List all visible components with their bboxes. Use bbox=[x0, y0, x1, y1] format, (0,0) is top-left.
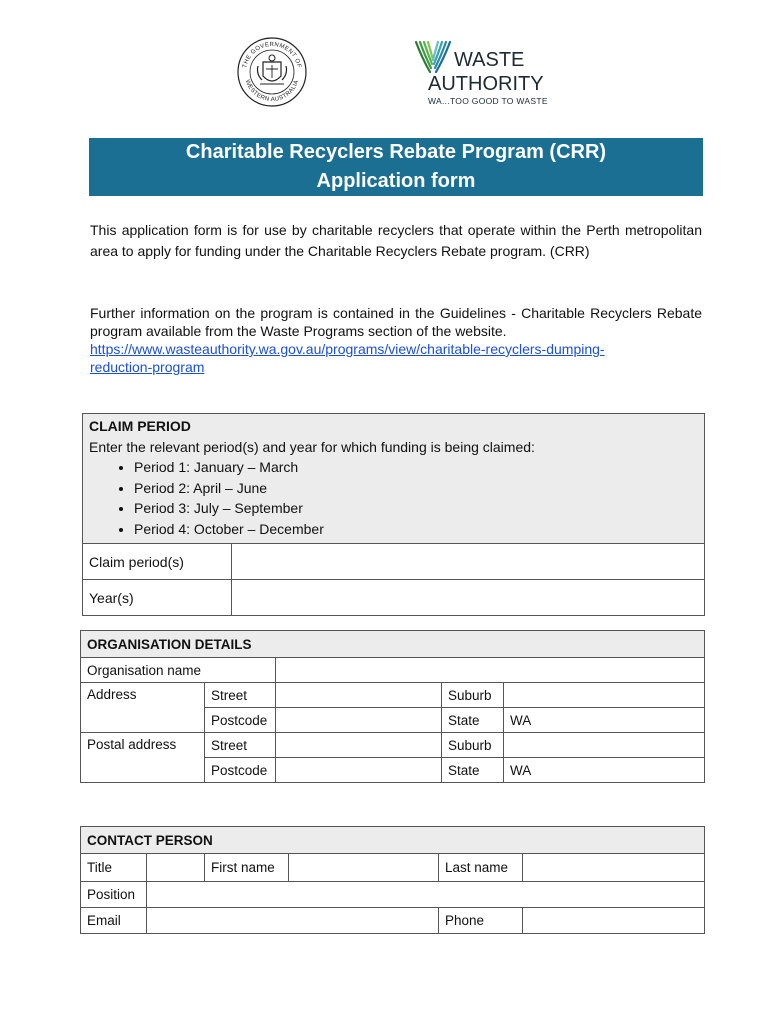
postal-street-label: Street bbox=[205, 733, 276, 758]
year-label: Year(s) bbox=[83, 580, 232, 616]
last-name-label: Last name bbox=[439, 854, 523, 882]
claim-period-input[interactable] bbox=[232, 544, 705, 580]
postal-postcode-label: Postcode bbox=[205, 758, 276, 783]
postal-street-input[interactable] bbox=[276, 733, 442, 758]
title-banner bbox=[89, 138, 703, 196]
contact-person-table bbox=[80, 826, 705, 934]
further-info-text: Further information on the program is contained in the Guidelines - Charitable Recyclers Rebate program available from the Waste Programs section of the website. bbox=[90, 305, 702, 339]
claim-period-label: Claim period(s) bbox=[83, 544, 232, 580]
address-postcode-input[interactable] bbox=[276, 708, 442, 733]
period-item: • Period 3: July – September bbox=[134, 498, 698, 519]
position-label: Position bbox=[81, 882, 147, 908]
postal-state-label: State bbox=[442, 758, 504, 783]
phone-label: Phone bbox=[439, 908, 523, 934]
title-line-1: Charitable Recyclers Rebate Program (CRR) bbox=[185, 141, 607, 163]
address-state-label: State bbox=[442, 708, 504, 733]
svg-text:WA...TOO GOOD TO WASTE: WA...TOO GOOD TO WASTE bbox=[428, 96, 548, 106]
last-name-input[interactable] bbox=[523, 854, 705, 882]
title-line-2: Application form bbox=[316, 170, 476, 192]
address-label: Address bbox=[81, 683, 205, 733]
address-suburb-label: Suburb bbox=[442, 683, 504, 708]
first-name-input[interactable] bbox=[289, 854, 439, 882]
claim-period-table bbox=[82, 413, 705, 616]
email-label: Email bbox=[81, 908, 147, 934]
period-item: • Period 4: October – December bbox=[134, 519, 698, 540]
postal-postcode-input[interactable] bbox=[276, 758, 442, 783]
organisation-name-label: Organisation name bbox=[81, 658, 276, 683]
title-label: Title bbox=[81, 854, 147, 882]
postal-suburb-label: Suburb bbox=[442, 733, 504, 758]
postal-address-label: Postal address bbox=[81, 733, 205, 783]
period-list bbox=[89, 457, 698, 539]
claim-period-heading: CLAIM PERIOD bbox=[89, 418, 191, 434]
address-street-label: Street bbox=[205, 683, 276, 708]
title-input[interactable] bbox=[147, 854, 205, 882]
year-input[interactable] bbox=[232, 580, 705, 616]
period-item: • Period 1: January – March bbox=[134, 457, 698, 478]
address-street-input[interactable] bbox=[276, 683, 442, 708]
claim-period-header-cell bbox=[83, 414, 705, 544]
svg-text:WASTE: WASTE bbox=[454, 49, 525, 71]
further-info-paragraph bbox=[90, 304, 702, 376]
svg-text:AUTHORITY: AUTHORITY bbox=[428, 73, 544, 95]
address-state-value[interactable]: WA bbox=[504, 708, 705, 733]
claim-period-instruction: Enter the relevant period(s) and year for which funding is being claimed: bbox=[89, 438, 535, 455]
intro-paragraph: This application form is for use by charitable recyclers that operate within the Perth metropolitan area to apply for funding under the Charitable Recyclers Rebate program. (CRR) bbox=[90, 222, 702, 259]
organisation-details-heading: ORGANISATION DETAILS bbox=[81, 631, 705, 658]
government-crest-logo bbox=[236, 36, 308, 108]
waste-authority-logo bbox=[412, 38, 552, 110]
svg-text:THE GOVERNMENT OF: THE GOVERNMENT OF bbox=[242, 41, 302, 69]
first-name-label: First name bbox=[205, 854, 289, 882]
contact-person-heading: CONTACT PERSON bbox=[81, 827, 705, 854]
phone-input[interactable] bbox=[523, 908, 705, 934]
program-link[interactable]: https://www.wasteauthority.wa.gov.au/programs/view/charitable-recyclers-dumping- reduction-program bbox=[90, 341, 605, 375]
svg-text:WESTERN AUSTRALIA: WESTERN AUSTRALIA bbox=[243, 79, 301, 104]
email-input[interactable] bbox=[147, 908, 439, 934]
position-input[interactable] bbox=[147, 882, 705, 908]
postal-state-value[interactable]: WA bbox=[504, 758, 705, 783]
address-suburb-input[interactable] bbox=[504, 683, 705, 708]
postal-suburb-input[interactable] bbox=[504, 733, 705, 758]
organisation-name-input[interactable] bbox=[276, 658, 705, 683]
organisation-details-table bbox=[80, 630, 705, 783]
address-postcode-label: Postcode bbox=[205, 708, 276, 733]
period-item: • Period 2: April – June bbox=[134, 478, 698, 499]
